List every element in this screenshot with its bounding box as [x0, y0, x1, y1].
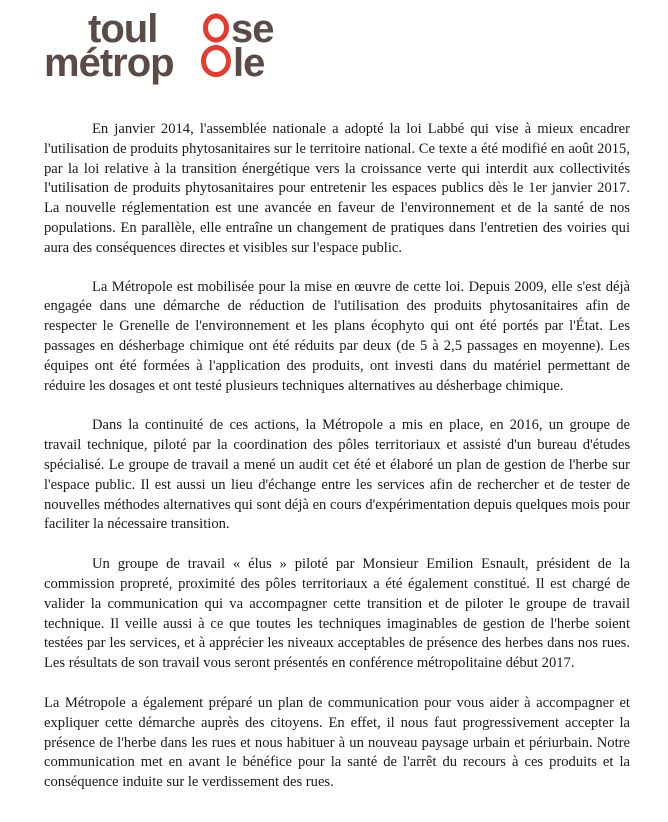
- svg-text:toul: toul: [88, 7, 158, 51]
- paragraph-mobilisation-metropole: La Métropole est mobilisée pour la mise en œuvre de cette loi. Depuis 2009, elle s'est déjà engagée dans une démarche de réduction de l'utilisation des produits phytosanitaires afin de respecter le Grenelle de l'environnement et les plans écophyto qui ont été portés par l'État. Les passages en désherbage chimique ont été réduits par deux (de 5 à 2,5 passages en moyenne). Les équipes ont été formées à l'application des produits, ont investi dans du matériel permettant de réduire les dosages et ont testé plusieurs techniques alternatives au désherbage chimique.: [44, 278, 630, 394]
- svg-text:le: le: [233, 41, 265, 85]
- letter-body: [44, 120, 630, 793]
- paragraph-plan-communication: La Métropole a également préparé un plan de communication pour vous aider à accompagner et expliquer cette démarche auprès des citoyens. En effet, il nous faut progressivement accepter la présence de l'herbe dans les rues et nous habituer à un nouveau paysage urbain et périurbain. Notre communication met en avant le bénéfice pour la santé de l'arrêt du recours à ces produits et la conséquence induite sur le verdissement des rues.: [44, 694, 630, 791]
- svg-text:métrop: métrop: [44, 41, 174, 85]
- paragraph-groupe-elus: Un groupe de travail « élus » piloté par Monsieur Emilion Esnault, président de la commission propreté, proximité des pôles territoriaux a été également constitué. Il est chargé de valider la communication qui va accompagner cette transition et de piloter le groupe de travail technique. Il veille aussi à ce que toutes les techniques imaginables de gestion de l'herbe soient testées par les services, et à apprécier les niveaux acceptables de présence des herbes dans nos rues. Les résultats de son travail vous seront présentés en conférence métropolitaine début 2017.: [44, 556, 630, 672]
- logo-graphic: [44, 6, 294, 86]
- paragraph-loi-labbe: En janvier 2014, l'assemblée nationale a adopté la loi Labbé qui vise à mieux encadrer l'utilisation de produits phytosanitaires sur le territoire national. Ce texte a été modifié en août 2015, par la loi relative à la transition énergétique vers la croissance verte qui interdit aux collectivités l'utilisation de produits phytosanitaires pour entretenir les espaces publics dès le 1er janvier 2017. La nouvelle réglementation est une avancée en faveur de l'environnement et de la santé de nos populations. En parallèle, elle entraîne un changement de pratiques dans l'entretien des voiries qui aura des conséquences directes et visibles sur l'espace public.: [44, 121, 630, 256]
- paragraph-groupe-technique: Dans la continuité de ces actions, la Métropole a mis en place, en 2016, un groupe de travail technique, piloté par la coordination des pôles territoriaux et assisté d'un bureau d'études spécialisé. Le groupe de travail a mené un audit cet été et élaboré un plan de gestion de l'herbe sur l'espace public. Il est aussi un lieu d'échange entre les services afin de rechercher et de tester de nouvelles méthodes alternatives qui sont déjà en cours d'expérimentation depuis quelques mois pour faciliter la nécessaire transition.: [44, 417, 630, 533]
- svg-text:se: se: [231, 7, 274, 51]
- toulouse-metropole-logo: [44, 6, 294, 86]
